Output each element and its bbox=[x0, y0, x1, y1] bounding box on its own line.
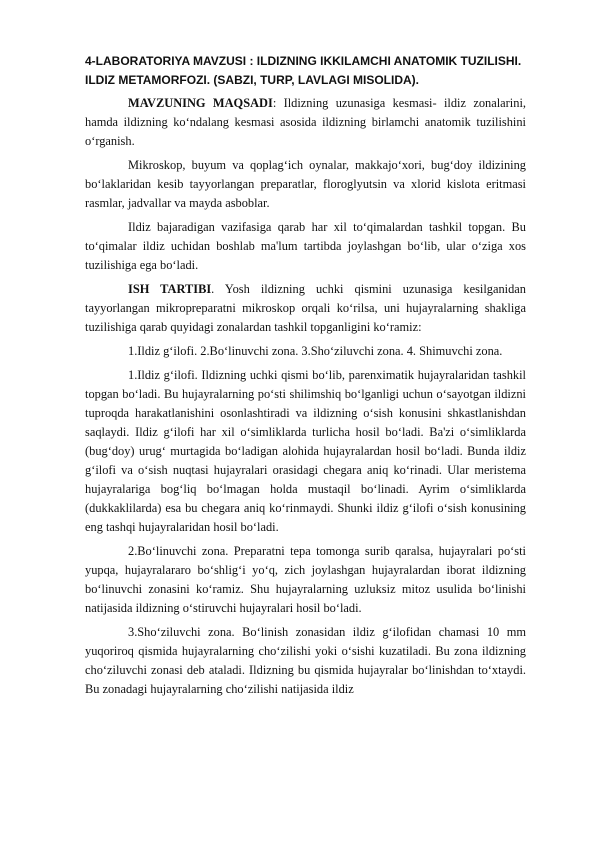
procedure-paragraph bbox=[85, 280, 526, 337]
purpose-label: MAVZUNING MAQSADI bbox=[128, 96, 273, 110]
zone3-paragraph: 3.Sho‘ziluvchi zona. Bo‘linish zonasidan ildiz g‘ilofidan chamasi 10 mm yuqoriroq qismida hujayralarning cho‘zilishi yoki o‘sishi kuzatiladi. Bu zona ildizning cho‘ziluvchi zonasi deb ataladi. Ildizning bu qismida hujayralar bo‘linishdan to‘xtaydi. Bu zonadagi hujayralarning cho‘zilishi natijasida ildiz bbox=[85, 625, 526, 696]
purpose-paragraph bbox=[85, 94, 526, 151]
zones-list-paragraph: 1.Ildiz g‘ilofi. 2.Bo‘linuvchi zona. 3.Sho‘ziluvchi zona. 4. Shimuvchi zona. bbox=[128, 344, 503, 358]
document-page bbox=[85, 52, 526, 704]
zone2-paragraph: 2.Bo‘linuvchi zona. Preparatni tepa tomonga surib qaralsa, hujayralari po‘sti yupqa, hujayralararo bo‘shlig‘i yo‘q, zich joylashgan hujayralardan iborat ildizning bo‘linuvchi zonasini ko‘ramiz. Shu hujayralarning uzluksiz mitoz usulida bo‘linishi natijasida ildizning o‘stiruvchi hujayralari hosil bo‘ladi. bbox=[85, 544, 526, 615]
document-title: 4-LABORATORIYA MAVZUSI : ILDIZNING IKKILAMCHI ANATOMIK TUZILISHI. ILDIZ METAMORFOZI. (SABZI, TURP, LAVLAGI MISOLIDA). bbox=[85, 54, 522, 87]
procedure-text: . Yosh ildizning uchki qismini uzunasiga kesilganidan tayyorlangan mikropreparatni mikroskop orqali ko‘rilsa, uni hujayralarning shakliga tuzilishiga qarab quyidagi zonalardan tashkil topganligini ko‘ramiz: bbox=[85, 282, 526, 334]
equipment-paragraph: Mikroskop, buyum va qoplag‘ich oynalar, makkajo‘xori, bug‘doy ildizining bo‘laklaridan kesib tayyorlangan preparatlar, floroglyutsin va xlorid kislota eritmasi rasmlar, jadvallar va mayda asboblar. bbox=[85, 158, 526, 210]
zone1-paragraph: 1.Ildiz g‘ilofi. Ildizning uchki qismi bo‘lib, parenximatik hujayralaridan tashkil topgan bo‘ladi. Bu hujayralarning po‘sti shilimshiq bo‘lganligi uchun o‘sayotgan ildizni tuproqda harakatlanishini osonlashtiradi va ildizning o‘sish konusini shkastlanishdan saqlaydi. Ildiz g‘ilofi har xil o‘simliklarda turlicha hosil bo‘ladi. Ba'zi o‘simliklarda (bug‘doy) urug‘ murtagida bo‘ladigan alohida hujayralardan hosil bo‘ladi. Bunda ildiz g‘ilofi va o‘sish nuqtasi hujayralari orasidagi chegara aniq ko‘rinadi. Ular meristema hujayralariga bog‘liq bo‘lmagan holda mustaqil bo‘linadi. Ayrim o‘simliklarda (dukkaklilarda) esa bu chegara aniq ko‘rinmaydi. Shunki ildiz g‘ilofi o‘sish konusining eng tashqi hujayralaridan hosil bo‘ladi. bbox=[85, 368, 526, 534]
procedure-label: ISH TARTIBI bbox=[128, 282, 212, 296]
purpose-text: : Ildizning uzunasiga kesmasi- ildiz zonalarini, hamda ildizning ko‘ndalang kesmasi asosida ildizning birlamchi anatomik tuzilishini o‘rganish. bbox=[85, 96, 526, 148]
task-paragraph: Ildiz bajaradigan vazifasiga qarab har xil to‘qimalardan tashkil topgan. Bu to‘qimalar ildiz uchidan boshlab ma'lum tartibda joylashgan bo‘lib, ular o‘ziga xos tuzilishiga ega bo‘ladi. bbox=[85, 220, 526, 272]
